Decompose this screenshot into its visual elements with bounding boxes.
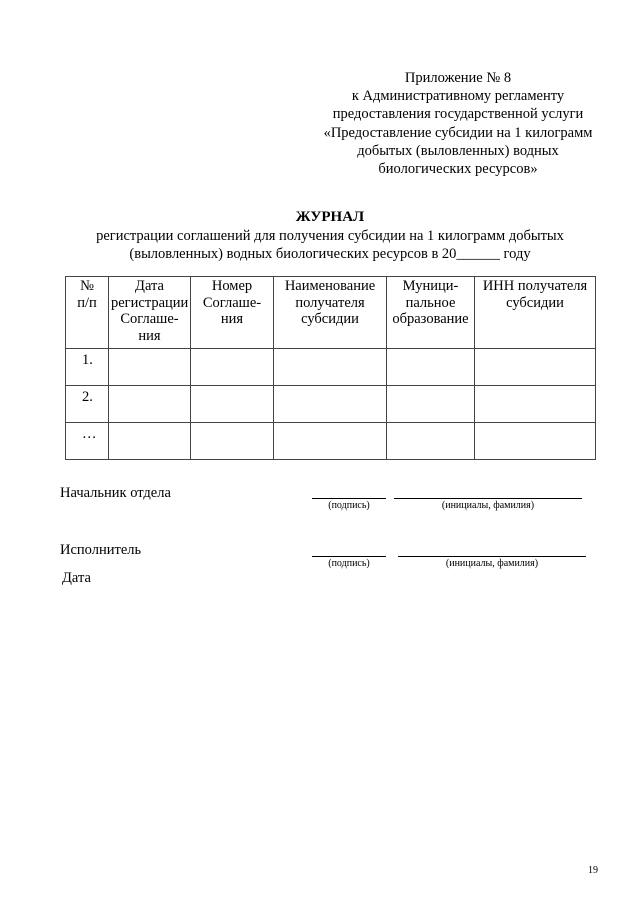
appendix-line: предоставления государственной услуги	[332, 106, 584, 123]
header-recipient-name: Наименование получателя субсидии	[274, 277, 387, 349]
table-cell	[475, 349, 596, 386]
subtitle-line: регистрации соглашений для получения субсидии на 1 килограмм добытых	[96, 228, 564, 244]
table-cell	[274, 386, 387, 423]
executor-label: Исполнитель	[60, 542, 142, 558]
appendix-line: Приложение № 8	[404, 70, 512, 86]
table-header-row	[66, 277, 596, 349]
table-cell	[475, 386, 596, 423]
table-cell	[387, 423, 475, 460]
table-row	[66, 349, 596, 386]
signature-line[interactable]	[312, 498, 386, 499]
table-cell	[191, 423, 274, 460]
table-cell	[274, 423, 387, 460]
table-cell	[387, 349, 475, 386]
header-recipient-inn: ИНН получателя субсидии	[475, 277, 596, 349]
name-line[interactable]	[398, 556, 586, 557]
signature-hint: (подпись)	[328, 558, 370, 569]
row-number: …	[66, 423, 109, 460]
row-number: 2.	[66, 386, 109, 423]
table-row	[66, 423, 596, 460]
appendix-line: к Административному регламенту	[351, 88, 565, 105]
header-registration-date: Дата регистрации Соглаше- ния	[109, 277, 191, 349]
name-hint: (инициалы, фамилия)	[441, 500, 535, 511]
header-number: № п/п	[66, 277, 109, 349]
name-line[interactable]	[394, 498, 582, 499]
page-number: 19	[588, 865, 598, 876]
subtitle-line: (выловленных) водных биологических ресурсов в 20______ году	[129, 246, 531, 262]
table-row	[66, 386, 596, 423]
table-cell	[387, 386, 475, 423]
table-cell	[475, 423, 596, 460]
appendix-header	[300, 69, 616, 178]
appendix-line: добытых (выловленных) водных	[357, 142, 559, 159]
table-cell	[274, 349, 387, 386]
journal-title: ЖУРНАЛ	[295, 209, 365, 225]
header-municipality: Муници- пальное образование	[387, 277, 475, 349]
table-cell	[109, 423, 191, 460]
journal-subtitle	[60, 227, 600, 263]
table-cell	[109, 349, 191, 386]
table-cell	[191, 386, 274, 423]
header-agreement-number: Номер Соглаше- ния	[191, 277, 274, 349]
date-label: Дата	[62, 570, 91, 586]
table-cell	[191, 349, 274, 386]
signature-line[interactable]	[312, 556, 386, 557]
name-hint: (инициалы, фамилия)	[445, 558, 539, 569]
table-cell	[109, 386, 191, 423]
signature-hint: (подпись)	[328, 500, 370, 511]
head-of-department-label: Начальник отдела	[60, 485, 171, 501]
appendix-line: «Предоставление субсидии на 1 килограмм	[323, 124, 593, 141]
appendix-line: биологических ресурсов»	[378, 161, 538, 178]
row-number: 1.	[66, 349, 109, 386]
registration-table	[65, 276, 596, 460]
